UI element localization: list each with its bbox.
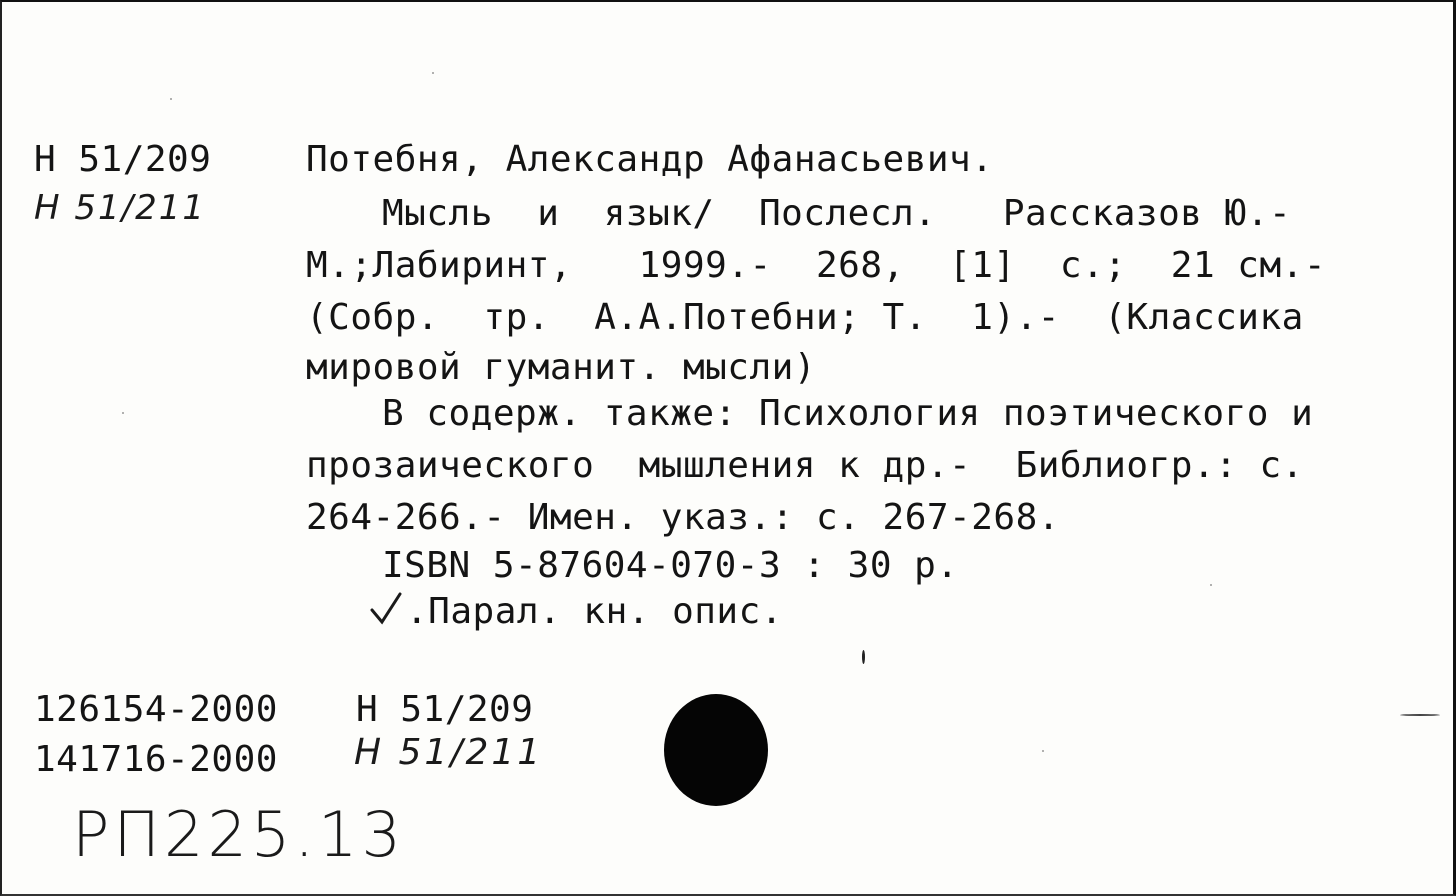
series-statement-2: мировой гуманит. мысли)	[306, 347, 816, 388]
scan-speck	[1042, 750, 1044, 752]
contents-note-2: прозаического мышления к др.- Библиогр.: с.	[306, 445, 1304, 486]
inventory-number-1: 126154-2000	[34, 689, 278, 730]
call-number-primary: Н 51/209	[34, 139, 212, 180]
inventory-number-2: 141716-2000	[34, 739, 278, 780]
scan-speck	[122, 412, 124, 414]
holding-shelfmark-2-handwritten: Н 51/211	[354, 732, 544, 773]
publication-statement: М.;Лабиринт, 1999.- 268, [1] с.; 21 см.-	[306, 245, 1326, 286]
title-statement: Мысль и язык/ Послесл. Рассказов Ю.-	[382, 193, 1292, 234]
scan-speck	[1210, 584, 1212, 586]
handwritten-class-code: РП225.13	[72, 798, 405, 871]
contents-note-3: 264-266.- Имен. указ.: с. 267-268.	[306, 497, 1060, 538]
scan-speck	[862, 650, 865, 664]
call-number-handwritten: Н 51/211	[34, 188, 206, 228]
holding-shelfmark-1: Н 51/209	[356, 689, 534, 730]
series-statement-1: (Собр. тр. А.А.Потебни; Т. 1).- (Классика	[306, 297, 1304, 338]
tracing-line: .Парал. кн. опис.	[406, 591, 783, 632]
scan-speck	[1400, 714, 1440, 716]
scan-speck	[170, 98, 172, 100]
author-heading: Потебня, Александр Афанасьевич.	[306, 139, 994, 180]
isbn-line: ISBN 5-87604-070-3 : 30 р.	[382, 545, 959, 586]
contents-note-1: В содерж. также: Психология поэтического и	[382, 393, 1314, 434]
punch-hole	[664, 694, 768, 806]
scan-speck	[432, 72, 434, 74]
check-mark-icon	[370, 592, 404, 632]
